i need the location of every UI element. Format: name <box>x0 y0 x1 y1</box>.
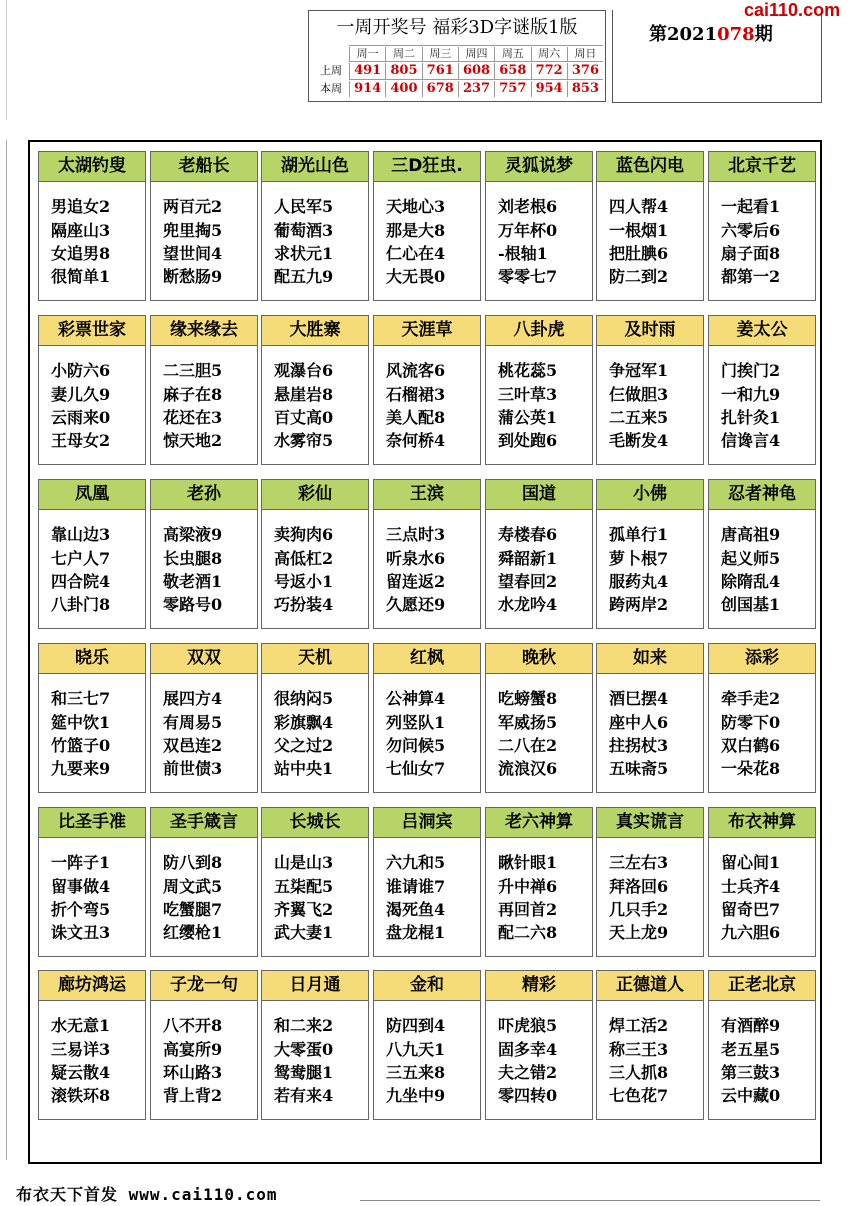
riddle-line: 三五来8 <box>386 1063 446 1082</box>
riddle-line: 风流客6 <box>386 361 446 380</box>
panel-title: 八卦虎 <box>486 316 592 346</box>
footer-text: 布衣天下首发 www.cai110.com <box>16 1185 278 1204</box>
riddle-line: 有周易5 <box>163 713 223 732</box>
riddle-line: 展四方4 <box>163 689 223 708</box>
panel-title: 精彩 <box>486 971 592 1001</box>
day-header: 周日 <box>567 47 603 61</box>
riddle-line: 夫之错2 <box>498 1063 558 1082</box>
riddle-line: 很纳闷5 <box>274 689 334 708</box>
riddle-line: 升中禅6 <box>498 877 558 896</box>
riddle-line: 零路号0 <box>163 595 223 614</box>
riddle-line: 号返小1 <box>274 572 334 591</box>
riddle-line: 二八在2 <box>498 736 558 755</box>
riddle-line: 九要来9 <box>51 759 111 778</box>
riddle-line: 天地心3 <box>386 197 446 216</box>
riddle-line: 百丈高0 <box>274 408 334 427</box>
riddle-line: 军威扬5 <box>498 713 558 732</box>
issue-suffix: 期 <box>754 24 773 45</box>
riddle-line: 三易详3 <box>51 1040 111 1059</box>
panel-title: 忍者神龟 <box>709 480 815 510</box>
riddle-line: 除隋乱4 <box>721 572 781 591</box>
draw-number: 658 <box>494 63 530 79</box>
footer-divider <box>360 1200 820 1201</box>
riddle-panel <box>596 315 704 465</box>
riddle-line: 万年杯0 <box>498 221 558 240</box>
riddle-line: 麻子在8 <box>163 385 223 404</box>
panel-title: 缘来缘去 <box>151 316 257 346</box>
riddle-line: 都第一2 <box>721 267 781 286</box>
riddle-panel <box>373 643 481 793</box>
riddle-line: 流浪汉6 <box>498 759 558 778</box>
riddle-panel <box>708 315 816 465</box>
riddle-panel <box>596 151 704 301</box>
riddle-line: 彩旗飘4 <box>274 713 334 732</box>
riddle-line: 吃螃蟹8 <box>498 689 558 708</box>
panel-title: 老孙 <box>151 480 257 510</box>
panel-title: 大胜寨 <box>262 316 368 346</box>
panel-title: 小佛 <box>597 480 703 510</box>
riddle-panel <box>485 479 593 629</box>
riddle-line: 仨做胆3 <box>609 385 669 404</box>
draw-number: 772 <box>531 63 567 79</box>
riddle-line: 疑云散4 <box>51 1063 111 1082</box>
draw-number: 954 <box>531 81 567 97</box>
riddle-line: 留心间1 <box>721 853 781 872</box>
riddle-line: 五味斋5 <box>609 759 669 778</box>
riddle-line: 六九和5 <box>386 853 446 872</box>
riddle-line: 男追女2 <box>51 197 111 216</box>
riddle-panel <box>708 643 816 793</box>
riddle-line: 吓虎狼5 <box>498 1016 558 1035</box>
riddle-panel <box>150 807 258 957</box>
riddle-line: 八九天1 <box>386 1040 446 1059</box>
riddle-line: 水雾帘5 <box>274 431 334 450</box>
riddle-line: 士兵齐4 <box>721 877 781 896</box>
panel-title: 正德道人 <box>597 971 703 1001</box>
riddle-line: 高梁液9 <box>163 525 223 544</box>
table-rule <box>349 61 603 62</box>
day-header: 周五 <box>494 47 530 61</box>
riddle-line: 高低杠2 <box>274 549 334 568</box>
riddle-panel <box>373 151 481 301</box>
border-line <box>6 140 7 1160</box>
riddle-line: 三叶草3 <box>498 385 558 404</box>
panel-title: 吕洞宾 <box>374 808 480 838</box>
riddle-line: 座中人6 <box>609 713 669 732</box>
riddle-line: 齐翼飞2 <box>274 900 334 919</box>
riddle-line: 六零后6 <box>721 221 781 240</box>
riddle-line: 双邑连2 <box>163 736 223 755</box>
riddle-line: 筵中饮1 <box>51 713 111 732</box>
panel-title: 晓乐 <box>39 644 145 674</box>
panel-title: 老六神算 <box>486 808 592 838</box>
riddle-panel <box>596 643 704 793</box>
riddle-line: 防二到2 <box>609 267 669 286</box>
riddle-panel <box>485 643 593 793</box>
riddle-panel <box>373 970 481 1120</box>
panel-title: 廊坊鸿运 <box>39 971 145 1001</box>
riddle-line: 山是山3 <box>274 853 334 872</box>
riddle-panel <box>596 807 704 957</box>
riddle-panel <box>38 643 146 793</box>
riddle-line: 花还在3 <box>163 408 223 427</box>
riddle-panel <box>261 479 369 629</box>
riddle-line: 服药丸4 <box>609 572 669 591</box>
panel-title: 天机 <box>262 644 368 674</box>
panel-title: 老船长 <box>151 152 257 182</box>
day-header: 周六 <box>531 47 567 61</box>
riddle-line: 卖狗肉6 <box>274 525 334 544</box>
riddle-line: 二三胆5 <box>163 361 223 380</box>
draw-number: 376 <box>567 63 603 79</box>
riddle-panel <box>38 479 146 629</box>
riddle-line: 一起看1 <box>721 197 781 216</box>
panel-title: 红枫 <box>374 644 480 674</box>
riddle-line: 背上背2 <box>163 1086 223 1105</box>
riddle-panel <box>708 151 816 301</box>
riddle-line: 惊天地2 <box>163 431 223 450</box>
riddle-panel <box>261 151 369 301</box>
riddle-panel <box>373 807 481 957</box>
riddle-line: 两百元2 <box>163 197 223 216</box>
riddle-line: 妻儿久9 <box>51 385 111 404</box>
riddle-line: 隔座山3 <box>51 221 111 240</box>
riddle-line: 第三鼓3 <box>721 1063 781 1082</box>
riddle-line: 四合院4 <box>51 572 111 591</box>
riddle-line: 到处跑6 <box>498 431 558 450</box>
riddle-line: 悬崖岩8 <box>274 385 334 404</box>
riddle-line: 拜洛回6 <box>609 877 669 896</box>
panel-title: 彩仙 <box>262 480 368 510</box>
riddle-line: 拄拐杖3 <box>609 736 669 755</box>
panel-title: 子龙一句 <box>151 971 257 1001</box>
riddle-panel <box>261 970 369 1120</box>
riddle-line: 人民军5 <box>274 197 334 216</box>
riddle-line: 小防六6 <box>51 361 111 380</box>
riddle-line: 列竖队1 <box>386 713 446 732</box>
riddle-panel <box>373 479 481 629</box>
riddle-line: 舜韶新1 <box>498 549 558 568</box>
riddle-panel <box>485 807 593 957</box>
riddle-line: 仁心在4 <box>386 244 446 263</box>
weekly-draw-table <box>308 10 606 102</box>
issue-box <box>612 10 822 103</box>
riddle-line: 长虫腿8 <box>163 549 223 568</box>
riddle-line: 桃花蕊5 <box>498 361 558 380</box>
riddle-line: 奈何桥4 <box>386 431 446 450</box>
riddle-line: 观瀑台6 <box>274 361 334 380</box>
riddle-line: 站中央1 <box>274 759 334 778</box>
riddle-line: 焊工活2 <box>609 1016 669 1035</box>
draw-number: 678 <box>422 81 458 97</box>
panel-title: 灵狐说梦 <box>486 152 592 182</box>
riddle-line: -根轴1 <box>498 244 548 263</box>
riddle-line: 云雨来0 <box>51 408 111 427</box>
riddle-line: 零零七7 <box>498 267 558 286</box>
riddle-line: 和二来2 <box>274 1016 334 1035</box>
riddle-line: 王母女2 <box>51 431 111 450</box>
riddle-line: 红缨枪1 <box>163 923 223 942</box>
riddle-line: 那是大8 <box>386 221 446 240</box>
riddle-panel <box>150 643 258 793</box>
riddle-panel <box>261 643 369 793</box>
riddle-line: 三左右3 <box>609 853 669 872</box>
panel-title: 王滨 <box>374 480 480 510</box>
riddle-line: 环山路3 <box>163 1063 223 1082</box>
riddle-panel <box>373 315 481 465</box>
table-rule <box>349 79 603 80</box>
riddle-line: 争冠军1 <box>609 361 669 380</box>
panel-title: 日月通 <box>262 971 368 1001</box>
issue-prefix: 第2021 <box>649 24 718 45</box>
riddle-line: 若有来4 <box>274 1086 334 1105</box>
riddle-line: 谁请谁7 <box>386 877 446 896</box>
riddle-line: 高宴所9 <box>163 1040 223 1059</box>
riddle-line: 七仙女7 <box>386 759 446 778</box>
panel-title: 双双 <box>151 644 257 674</box>
riddle-line: 渴死鱼4 <box>386 900 446 919</box>
draw-number: 853 <box>567 81 603 97</box>
riddle-line: 女追男8 <box>51 244 111 263</box>
panel-title: 天涯草 <box>374 316 480 346</box>
riddle-line: 巧扮装4 <box>274 595 334 614</box>
riddle-line: 很简单1 <box>51 267 111 286</box>
riddle-line: 把肚腆6 <box>609 244 669 263</box>
draw-number: 761 <box>422 63 458 79</box>
panel-title: 凤凰 <box>39 480 145 510</box>
riddle-line: 武大妻1 <box>274 923 334 942</box>
riddle-line: 留事做4 <box>51 877 111 896</box>
riddle-line: 留奇巴7 <box>721 900 781 919</box>
riddle-line: 称三王3 <box>609 1040 669 1059</box>
riddle-line: 天上龙9 <box>609 923 669 942</box>
panel-title: 北京千艺 <box>709 152 815 182</box>
riddle-line: 水龙吟4 <box>498 595 558 614</box>
draw-number: 608 <box>458 63 494 79</box>
riddle-line: 有酒醉9 <box>721 1016 781 1035</box>
issue-number <box>649 20 773 46</box>
riddle-panel <box>485 970 593 1120</box>
riddle-line: 防四到4 <box>386 1016 446 1035</box>
issue-number-value: 078 <box>717 24 755 45</box>
riddle-line: 配二六8 <box>498 923 558 942</box>
riddle-line: 八卦门8 <box>51 595 111 614</box>
riddle-line: 鸳鸯腿1 <box>274 1063 334 1082</box>
riddle-line: 孤单行1 <box>609 525 669 544</box>
panel-title: 湖光山色 <box>262 152 368 182</box>
riddle-line: 前世债3 <box>163 759 223 778</box>
draw-table-title: 一周开奖号 福彩3D字谜版1版 <box>336 17 578 38</box>
riddle-panel <box>261 807 369 957</box>
riddle-line: 三点时3 <box>386 525 446 544</box>
riddle-panel <box>38 315 146 465</box>
riddle-line: 瞅针眼1 <box>498 853 558 872</box>
panel-title: 比圣手准 <box>39 808 145 838</box>
row-label: 本周 <box>320 82 342 95</box>
riddle-panel <box>38 970 146 1120</box>
riddle-line: 公神算4 <box>386 689 446 708</box>
riddle-line: 求状元1 <box>274 244 334 263</box>
riddle-line: 唐高祖9 <box>721 525 781 544</box>
draw-number: 805 <box>385 63 421 79</box>
riddle-line: 兜里掏5 <box>163 221 223 240</box>
riddle-line: 四人帮4 <box>609 197 669 216</box>
riddle-line: 七户人7 <box>51 549 111 568</box>
draw-number: 237 <box>458 81 494 97</box>
riddle-line: 盘龙棍1 <box>386 923 446 942</box>
riddle-line: 周文武5 <box>163 877 223 896</box>
riddle-line: 信谗言4 <box>721 431 781 450</box>
riddle-panel <box>708 970 816 1120</box>
riddle-panel <box>708 479 816 629</box>
riddle-line: 配五九9 <box>274 267 334 286</box>
riddle-line: 几只手2 <box>609 900 669 919</box>
riddle-line: 老五星5 <box>721 1040 781 1059</box>
riddle-line: 刘老根6 <box>498 197 558 216</box>
panel-title: 添彩 <box>709 644 815 674</box>
draw-number: 491 <box>349 63 385 79</box>
riddle-line: 九坐中9 <box>386 1086 446 1105</box>
riddle-line: 再回首2 <box>498 900 558 919</box>
panel-title: 金和 <box>374 971 480 1001</box>
riddle-line: 扎针灸1 <box>721 408 781 427</box>
border-line <box>6 0 7 120</box>
panel-title: 如来 <box>597 644 703 674</box>
riddle-line: 起义师5 <box>721 549 781 568</box>
riddle-line: 扇子面8 <box>721 244 781 263</box>
riddle-line: 靠山边3 <box>51 525 111 544</box>
riddle-panel <box>150 151 258 301</box>
riddle-line: 五柒配5 <box>274 877 334 896</box>
panel-title: 蓝色闪电 <box>597 152 703 182</box>
riddle-line: 久愿还9 <box>386 595 446 614</box>
day-header: 周二 <box>385 47 421 61</box>
riddle-line: 门挨门2 <box>721 361 781 380</box>
panel-title: 及时雨 <box>597 316 703 346</box>
draw-number: 914 <box>349 81 385 97</box>
riddle-line: 大无畏0 <box>386 267 446 286</box>
riddle-line: 八不开8 <box>163 1016 223 1035</box>
riddle-line: 石榴裙3 <box>386 385 446 404</box>
day-header: 周三 <box>422 47 458 61</box>
riddle-panel <box>708 807 816 957</box>
panel-title: 正老北京 <box>709 971 815 1001</box>
riddle-panel <box>485 315 593 465</box>
riddle-line: 三人抓8 <box>609 1063 669 1082</box>
riddle-line: 七色花7 <box>609 1086 669 1105</box>
draw-number: 757 <box>494 81 530 97</box>
riddle-line: 断愁肠9 <box>163 267 223 286</box>
riddle-line: 大零蛋0 <box>274 1040 334 1059</box>
riddle-line: 水无意1 <box>51 1016 111 1035</box>
riddle-line: 防八到8 <box>163 853 223 872</box>
riddle-line: 一阵子1 <box>51 853 111 872</box>
riddle-line: 听泉水6 <box>386 549 446 568</box>
riddle-line: 九六胆6 <box>721 923 781 942</box>
riddle-line: 望世间4 <box>163 244 223 263</box>
panel-title: 布衣神算 <box>709 808 815 838</box>
riddle-line: 寿楼春6 <box>498 525 558 544</box>
table-rule <box>349 45 603 46</box>
riddle-line: 酒巳摆4 <box>609 689 669 708</box>
riddle-line: 诛文丑3 <box>51 923 111 942</box>
draw-number: 400 <box>385 81 421 97</box>
riddle-line: 防零下0 <box>721 713 781 732</box>
riddle-line: 折个弯5 <box>51 900 111 919</box>
riddle-panel <box>596 970 704 1120</box>
row-label: 上周 <box>320 64 342 77</box>
riddle-line: 牵手走2 <box>721 689 781 708</box>
panel-title: 太湖钓叟 <box>39 152 145 182</box>
riddle-line: 滚铁环8 <box>51 1086 111 1105</box>
riddle-line: 蒲公英1 <box>498 408 558 427</box>
site-logo[interactable]: cai110.com <box>744 0 841 20</box>
riddle-line: 零四转0 <box>498 1086 558 1105</box>
riddle-line: 云中藏0 <box>721 1086 781 1105</box>
riddle-line: 一和九9 <box>721 385 781 404</box>
panel-title: 彩票世家 <box>39 316 145 346</box>
riddle-line: 和三七7 <box>51 689 111 708</box>
riddle-line: 父之过2 <box>274 736 334 755</box>
riddle-panel <box>38 807 146 957</box>
riddle-panel <box>150 970 258 1120</box>
riddle-panel <box>150 315 258 465</box>
panel-title: 国道 <box>486 480 592 510</box>
riddle-line: 跨两岸2 <box>609 595 669 614</box>
riddle-panel <box>596 479 704 629</box>
riddle-line: 敬老酒1 <box>163 572 223 591</box>
riddle-line: 毛断发4 <box>609 431 669 450</box>
riddle-line: 固多幸4 <box>498 1040 558 1059</box>
riddle-line: 创国基1 <box>721 595 781 614</box>
riddle-panel <box>485 151 593 301</box>
riddle-line: 留连返2 <box>386 572 446 591</box>
riddle-line: 二五来5 <box>609 408 669 427</box>
riddle-line: 双白鹤6 <box>721 736 781 755</box>
riddle-panel <box>150 479 258 629</box>
day-header: 周四 <box>458 47 494 61</box>
panel-title: 晚秋 <box>486 644 592 674</box>
riddle-line: 美人配8 <box>386 408 446 427</box>
riddle-line: 萝卜根7 <box>609 549 669 568</box>
riddle-line: 一朵花8 <box>721 759 781 778</box>
panel-title: 真实谎言 <box>597 808 703 838</box>
riddle-panel <box>38 151 146 301</box>
riddle-line: 望春回2 <box>498 572 558 591</box>
panel-title: 三D狂虫. <box>374 152 480 182</box>
riddle-panel <box>261 315 369 465</box>
riddle-line: 竹篮子0 <box>51 736 111 755</box>
panel-title: 姜太公 <box>709 316 815 346</box>
riddle-line: 葡萄酒3 <box>274 221 334 240</box>
panel-title: 圣手箴言 <box>151 808 257 838</box>
riddle-line: 吃蟹腿7 <box>163 900 223 919</box>
riddle-line: 一根烟1 <box>609 221 669 240</box>
day-header: 周一 <box>349 47 385 61</box>
riddle-line: 勿问候5 <box>386 736 446 755</box>
panel-title: 长城长 <box>262 808 368 838</box>
